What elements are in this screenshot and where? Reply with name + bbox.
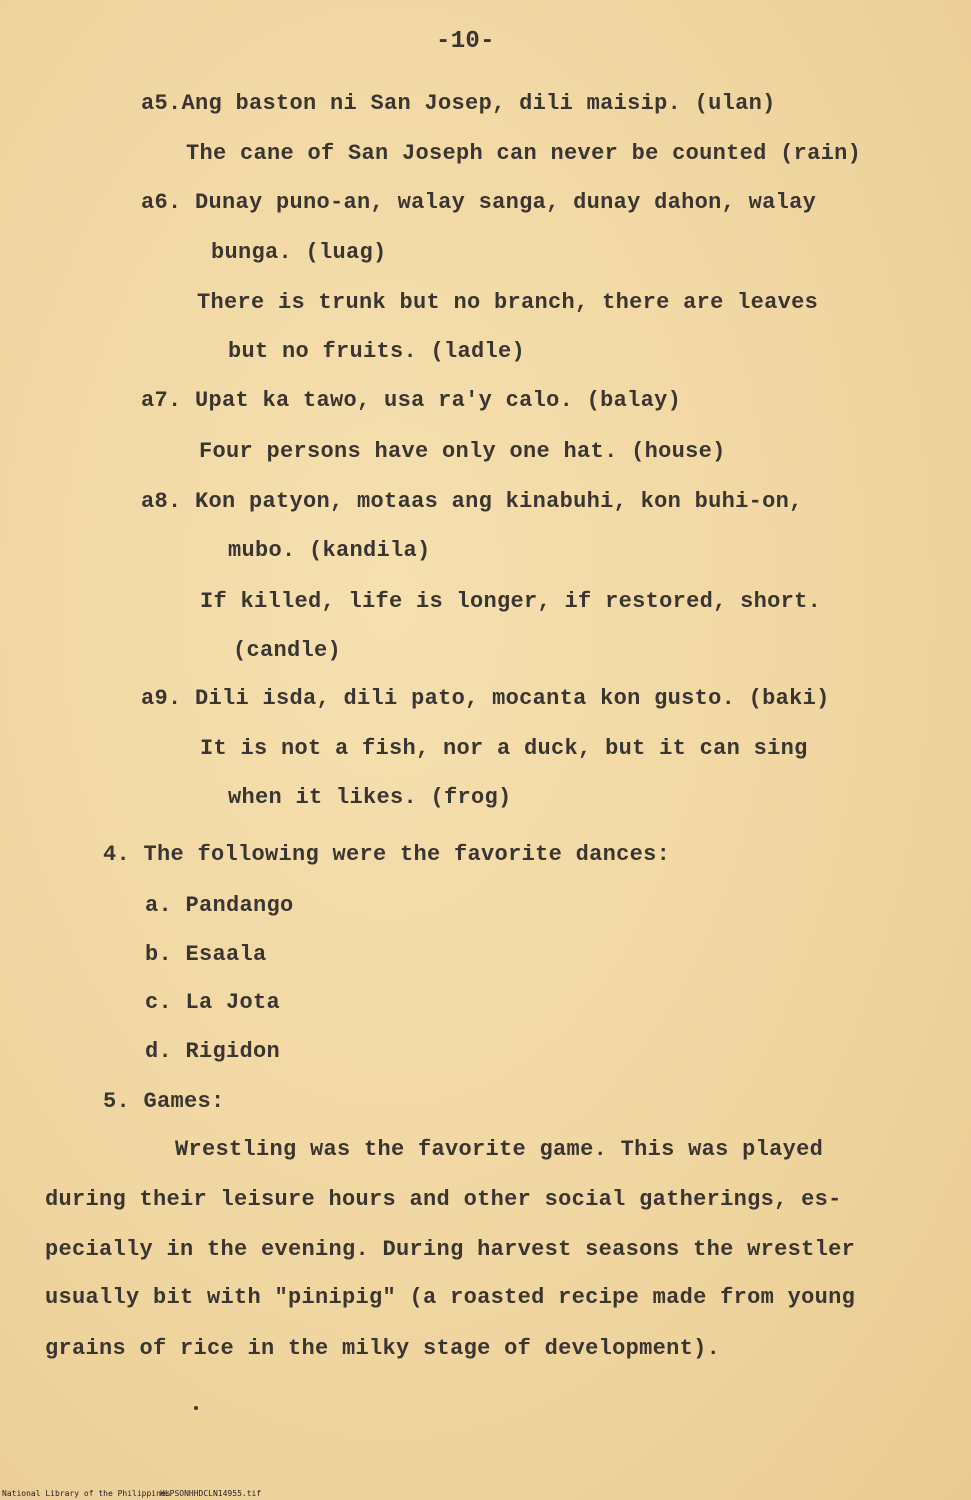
riddle-text: Dili isda, dili pato, mocanta kon gusto. (baki): [195, 686, 830, 711]
riddle-a8-visayan-cont: mubo. (kandila): [228, 538, 431, 563]
riddle-a7-visayan: [141, 390, 681, 412]
riddle-number: a9.: [141, 686, 182, 711]
footer-source: National Library of the Philippines: [2, 1489, 171, 1498]
riddle-a5-visayan: [141, 93, 776, 115]
riddle-number: a8.: [141, 489, 182, 514]
games-paragraph-line: Wrestling was the favorite game. This was played: [175, 1137, 824, 1162]
games-paragraph-line: pecially in the evening. During harvest seasons the wrestler: [45, 1237, 856, 1262]
riddle-a9-english: It is not a fish, nor a duck, but it can sing: [200, 736, 808, 761]
riddle-a8-english: If killed, life is longer, if restored, short.: [200, 589, 822, 614]
games-paragraph-line: grains of rice in the milky stage of development).: [45, 1336, 721, 1361]
riddle-a5-english: The cane of San Joseph can never be counted (rain): [186, 141, 862, 166]
riddle-text: Ang baston ni San Josep, dili maisip. (ulan): [181, 91, 776, 116]
dance-item: d. Rigidon: [145, 1039, 281, 1064]
dance-item: c. La Jota: [145, 990, 281, 1015]
ink-speck: [194, 1406, 198, 1410]
riddle-a6-visayan: [141, 192, 816, 214]
riddle-a6-english: There is trunk but no branch, there are leaves: [197, 290, 819, 315]
riddle-a9-visayan: [141, 688, 830, 710]
riddle-a6-visayan-cont: bunga. (luag): [211, 240, 387, 265]
riddle-a9-english-cont: when it likes. (frog): [228, 785, 512, 810]
riddle-number: a7.: [141, 388, 182, 413]
riddle-a6-english-cont: but no fruits. (ladle): [228, 339, 526, 364]
riddle-text: Upat ka tawo, usa ra'y calo. (balay): [195, 388, 682, 413]
dance-item: b. Esaala: [145, 942, 267, 967]
riddle-a8-english-cont: (candle): [233, 638, 342, 663]
games-paragraph-line: during their leisure hours and other social gatherings, es-: [45, 1187, 842, 1212]
footer-filename: HLPSONHHDCLN14955.tif: [160, 1489, 262, 1498]
dance-item: a. Pandango: [145, 893, 294, 918]
riddle-a7-english: Four persons have only one hat. (house): [199, 439, 726, 464]
riddle-text: Kon patyon, motaas ang kinabuhi, kon buhi-on,: [195, 489, 803, 514]
riddle-text: Dunay puno-an, walay sanga, dunay dahon, walay: [195, 190, 817, 215]
dances-heading: 4. The following were the favorite dances:: [103, 842, 671, 867]
games-paragraph-line: usually bit with "pinipig" (a roasted recipe made from young: [45, 1285, 856, 1310]
page-number: -10-: [436, 28, 495, 55]
riddle-a8-visayan: [141, 491, 803, 513]
riddle-number: a6.: [141, 190, 182, 215]
riddle-number: a5.: [141, 91, 182, 116]
games-heading: 5. Games:: [103, 1089, 225, 1114]
